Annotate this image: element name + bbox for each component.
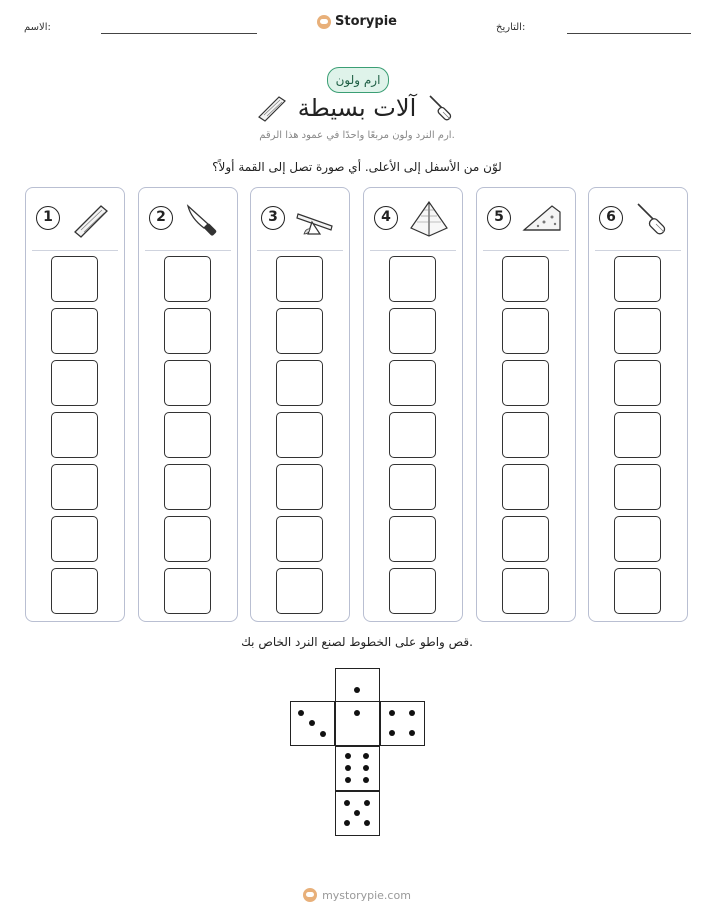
lever-icon [296,200,336,238]
color-square[interactable] [502,464,549,510]
dice-face-1-center [335,701,380,746]
color-square[interactable] [614,256,661,302]
pip [345,777,351,783]
pip [409,710,415,716]
column-divider [145,250,231,251]
column-1-header [26,188,124,250]
column-divider [32,250,118,251]
instruction-text: لوّن من الأسفل إلى الأعلى. أي صورة تصل إلى القمة أولاً؟ [212,160,502,174]
pip [364,820,370,826]
knife-icon [184,200,224,238]
date-label: التاريخ: [496,22,526,33]
date-line[interactable] [567,33,691,34]
pip [309,720,315,726]
color-square[interactable] [389,568,436,614]
mascot-icon [317,15,331,29]
color-square[interactable] [276,256,323,302]
column-3-header [251,188,349,250]
column-number: 3 [261,206,285,230]
color-square[interactable] [164,360,211,406]
dice-face-6 [335,746,380,791]
footer-url: mystorypie.com [322,888,411,902]
pip [345,753,351,759]
column-4 [363,187,463,622]
column-divider [483,250,569,251]
color-square[interactable] [389,360,436,406]
mascot-icon [303,888,317,902]
color-square[interactable] [502,360,549,406]
subtitle: ارم النرد ولون مربعًا واحدًا في عمود هذا الرقم. [259,130,455,141]
color-square[interactable] [502,412,549,458]
column-number: 5 [487,206,511,230]
color-square[interactable] [614,464,661,510]
color-square[interactable] [276,360,323,406]
color-square[interactable] [51,464,98,510]
column-2-header [139,188,237,250]
column-number: 1 [36,206,60,230]
pip [354,810,360,816]
color-square[interactable] [164,516,211,562]
color-square[interactable] [614,516,661,562]
pip [363,753,369,759]
column-number: 2 [149,206,173,230]
color-square[interactable] [164,568,211,614]
brand-name: Storypie [335,14,397,29]
activity-badge: ارم ولون [327,67,389,93]
color-square[interactable] [51,360,98,406]
pip [364,800,370,806]
name-label: الاسم: [24,22,51,33]
wedge-icon [522,200,562,238]
column-6-header [589,188,687,250]
color-square[interactable] [389,412,436,458]
color-square[interactable] [389,516,436,562]
color-square[interactable] [389,256,436,302]
column-5-header [477,188,575,250]
color-square[interactable] [164,464,211,510]
pip [345,765,351,771]
pip [344,800,350,806]
column-divider [370,250,456,251]
pip [344,820,350,826]
column-divider [257,250,343,251]
plank-icon [71,200,111,238]
dice-face-4 [380,701,425,746]
screwdriver-icon [634,200,674,238]
pip [354,687,360,693]
color-square[interactable] [389,464,436,510]
color-square[interactable] [276,516,323,562]
color-square[interactable] [164,308,211,354]
color-square[interactable] [164,412,211,458]
pip [363,777,369,783]
color-square[interactable] [276,412,323,458]
pip [363,765,369,771]
column-3 [250,187,350,622]
dice-face-3 [290,701,335,746]
column-6 [588,187,688,622]
pyramid-icon [409,200,449,238]
cut-instruction: قص واطو على الخطوط لصنع النرد الخاص بك. [241,635,473,649]
color-square[interactable] [276,308,323,354]
dice-face-5 [335,791,380,836]
pip [389,730,395,736]
color-square[interactable] [51,308,98,354]
dice-net [290,668,425,838]
color-square[interactable] [502,516,549,562]
pip [389,710,395,716]
color-square[interactable] [389,308,436,354]
page-title: آلات بسيطة [297,94,417,122]
color-square[interactable] [164,256,211,302]
name-line[interactable] [101,33,257,34]
pip [409,730,415,736]
pip [320,731,326,737]
color-square[interactable] [51,256,98,302]
column-4-header [364,188,462,250]
color-square[interactable] [502,568,549,614]
color-square[interactable] [51,568,98,614]
column-5 [476,187,576,622]
color-square[interactable] [614,568,661,614]
color-square[interactable] [276,568,323,614]
color-square[interactable] [614,308,661,354]
color-square[interactable] [276,464,323,510]
column-divider [595,250,681,251]
column-number: 4 [374,206,398,230]
column-1 [25,187,125,622]
column-number: 6 [599,206,623,230]
color-square[interactable] [51,412,98,458]
column-2 [138,187,238,622]
color-square[interactable] [614,412,661,458]
color-square[interactable] [502,308,549,354]
color-square[interactable] [502,256,549,302]
screwdriver-icon [426,92,458,124]
color-square[interactable] [51,516,98,562]
footer [0,888,714,902]
pip [354,710,360,716]
pip [298,710,304,716]
color-square[interactable] [614,360,661,406]
brand-logo [0,14,714,29]
